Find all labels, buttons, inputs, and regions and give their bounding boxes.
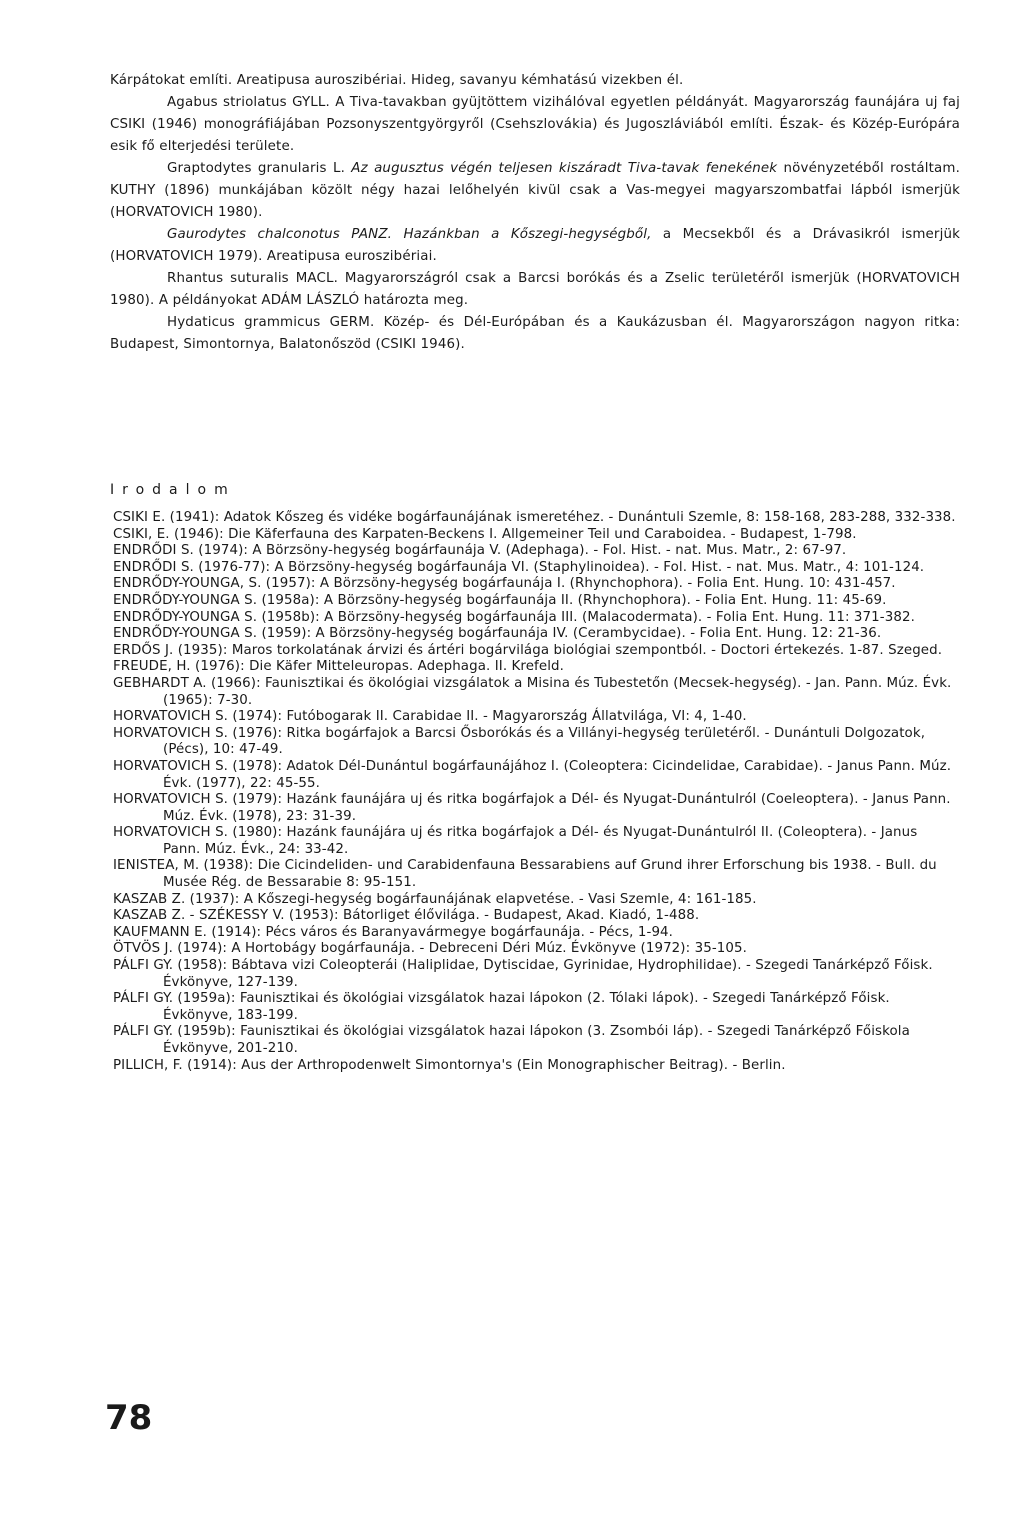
reference-entry: ENDRŐDI S. (1976-77): A Börzsöny-hegység bogárfaunája VI. (Staphylinoidea). - Fol. Hist. - nat. Mus. Matr., 4: 101-124. — [113, 559, 925, 575]
paragraph-text-run: Graptodytes granularis L. — [167, 161, 352, 176]
reference-entry: HORVATOVICH S. (1979): Hazánk faunájára uj és ritka bogárfajok a Dél- és Nyugat-Dunántulról (Coeleoptera). - Janus Pann. Múz. Évk. (1978), 23: 31-39. — [113, 792, 951, 824]
reference-entry: HORVATOVICH S. (1980): Hazánk faunájára uj és ritka bogárfajok a Dél- és Nyugat-Dunántulról II. (Coleoptera). - Janus Pann. Múz. Évk., 24: 33-42. — [113, 825, 918, 857]
reference-entry: FREUDE, H. (1976): Die Käfer Mitteleuropas. Adephaga. II. Krefeld. — [113, 659, 564, 675]
reference-entry: PÁLFI GY. (1959a): Faunisztikai és ökológiai vizsgálatok hazai lápokon (2. Tólaki lápok). - Szegedi Tanárképző Főisk. Évkönyve, 183-199. — [113, 991, 890, 1023]
page-number: 78 — [105, 1398, 153, 1438]
reference-entry: ENDRŐDY-YOUNGA S. (1959): A Börzsöny-hegység bogárfaunája IV. (Cerambycidae). - Folia Ent. Hung. 12: 21-36. — [113, 626, 882, 642]
section-heading: Irodalom — [110, 482, 236, 498]
reference-entry: HORVATOVICH S. (1974): Futóbogarak II. Carabidae II. - Magyarország Állatvilága, VI: 4, 1-40. — [113, 709, 747, 725]
paragraph-text-run: Rhantus suturalis MACL. Magyarországról csak a Barcsi borókás és a Zselic területéről ismerjük (HORVATOVICH 1980). A példányokat ADÁM LÁSZLÓ határozta meg. — [110, 271, 960, 308]
reference-entry: CSIKI E. (1941): Adatok Kőszeg és vidéke bogárfaunájának ismeretéhez. - Dunántuli Szemle, 8: 158-168, 283-288, 332-338. — [113, 510, 956, 525]
body-paragraph — [110, 92, 960, 158]
reference-entry: IENISTEA, M. (1938): Die Cicindeliden- und Carabidenfauna Bessarabiens auf Grund ihrer Erforschung bis 1938. - Bull. du Musée Rég. de Bessarabie 8: 95-151. — [113, 858, 937, 891]
references-list — [113, 510, 958, 1074]
paragraph-text-run: Hydaticus grammicus GERM. Közép- és Dél-Európában és a Kaukázusban él. Magyarországon nagyon ritka: Budapest, Simontornya, Balatonőszöd (CSIKI 1946). — [110, 315, 960, 352]
body-paragraph — [110, 158, 960, 224]
reference-entry: PÁLFI GY. (1959b): Faunisztikai és ökológiai vizsgálatok hazai lápokon (3. Zsombói láp). - Szegedi Tanárképző Főiskola Évkönyve, 201-210. — [113, 1024, 910, 1056]
paragraph-text-run: Gaurodytes chalconotus PANZ. Hazánkban a Kőszegi-hegységből, — [167, 227, 652, 242]
reference-entry: HORVATOVICH S. (1976): Ritka bogárfajok a Barcsi Ősborókás és a Villányi-hegység területéről. - Dunántuli Dolgozatok, (Pécs), 10: 47-49. — [113, 725, 926, 758]
reference-entry: ÖTVÖS J. (1974): A Hortobágy bogárfaunája. - Debreceni Déri Múz. Évkönyve (1972): 35-105. — [113, 941, 747, 957]
paragraph-text-run: Kárpátokat említi. Areatipusa auroszibériai. Hideg, savanyu kémhatású vizekben él. — [110, 73, 684, 88]
body-paragraph — [110, 312, 960, 356]
paragraph-text-run: Az augusztus végén teljesen kiszáradt Tiva-tavak fenekének — [351, 161, 778, 176]
body-text — [110, 70, 960, 356]
paragraph-text-run: Agabus striolatus GYLL. A Tiva-tavakban gyüjtöttem vizihálóval egyetlen példányát. Magyarország faunájára uj faj CSIKI (1946) monográfiájában Pozsonyszentgyörgyről (Csehszlovákia) és Jugoszláviából említi. Észak- és Közép-Európára esik fő elterjedési területe. — [110, 95, 960, 154]
body-paragraph — [110, 224, 960, 268]
body-paragraph — [110, 70, 960, 92]
reference-entry: KASZAB Z. (1937): A Kőszegi-hegység bogárfaunájának elapvetése. - Vasi Szemle, 4: 161-185. — [113, 891, 757, 907]
body-paragraph — [110, 268, 960, 312]
reference-entry: ENDRŐDY-YOUNGA S. (1958b): A Börzsöny-hegység bogárfaunája III. (Malacodermata). - Folia Ent. Hung. 11: 371-382. — [113, 609, 915, 625]
reference-entry: ENDRŐDI S. (1974): A Börzsöny-hegység bogárfaunája V. (Adephaga). - Fol. Hist. - nat. Mus. Matr., 2: 67-97. — [113, 543, 847, 559]
reference-entry: PILLICH, F. (1914): Aus der Arthropodenwelt Simontornya's (Ein Monographischer Beitrag). - Berlin. — [113, 1057, 786, 1073]
reference-entry: ENDRŐDY-YOUNGA, S. (1957): A Börzsöny-hegység bogárfaunája I. (Rhynchophora). - Folia Ent. Hung. 10: 431-457. — [113, 576, 896, 592]
reference-entry: KAUFMANN E. (1914): Pécs város és Baranyavármegye bogárfaunája. - Pécs, 1-94. — [113, 924, 674, 940]
reference-entry: HORVATOVICH S. (1978): Adatok Dél-Dunántul bogárfaunájához I. (Coleoptera: Cicindelidae, Carabidae). - Janus Pann. Múz. Évk. (1977), 22: 45-55. — [113, 758, 952, 791]
reference-entry: ENDRŐDY-YOUNGA S. (1958a): A Börzsöny-hegység bogárfaunája II. (Rhynchophora). - Folia Ent. Hung. 11: 45-69. — [113, 592, 887, 608]
reference-entry: CSIKI, E. (1946): Die Käferfauna des Karpaten-Beckens I. Allgemeiner Teil und Caraboidea. - Budapest, 1-798. — [113, 526, 857, 542]
reference-entry: GEBHARDT A. (1966): Faunisztikai és ökológiai vizsgálatok a Misina és Tubestetőn (Mecsek-hegység). - Jan. Pann. Múz. Évk. (1965): 7-30. — [113, 675, 952, 708]
reference-entry: PÁLFI GY. (1958): Bábtava vizi Coleopterái (Haliplidae, Dytiscidae, Gyrinidae, Hydrophilidae). - Szegedi Tanárképző Főisk. Évkönyve, 127-139. — [113, 958, 933, 990]
reference-entry: ERDŐS J. (1935): Maros torkolatának árvizi és ártéri bogárvilága biológiai szempontból. - Doctori értekezés. 1-87. Szeged. — [113, 642, 943, 658]
reference-entry: KASZAB Z. - SZÉKESSY V. (1953): Bátorliget élővilága. - Budapest, Akad. Kiadó, 1-488. — [113, 908, 700, 924]
paragraph-text-run: növényzetéből rostáltam. KUTHY (1896) munkájában közölt négy hazai lelőhelyén kivül csak a Vas-megyei magyarszombatfai lápból ismerjük (HORVATOVICH 1980). — [110, 161, 960, 220]
paragraph-text-run: a Mecsekből és a Drávasikról ismerjük (HORVATOVICH 1979). Areatipusa euroszibériai. — [110, 227, 960, 264]
